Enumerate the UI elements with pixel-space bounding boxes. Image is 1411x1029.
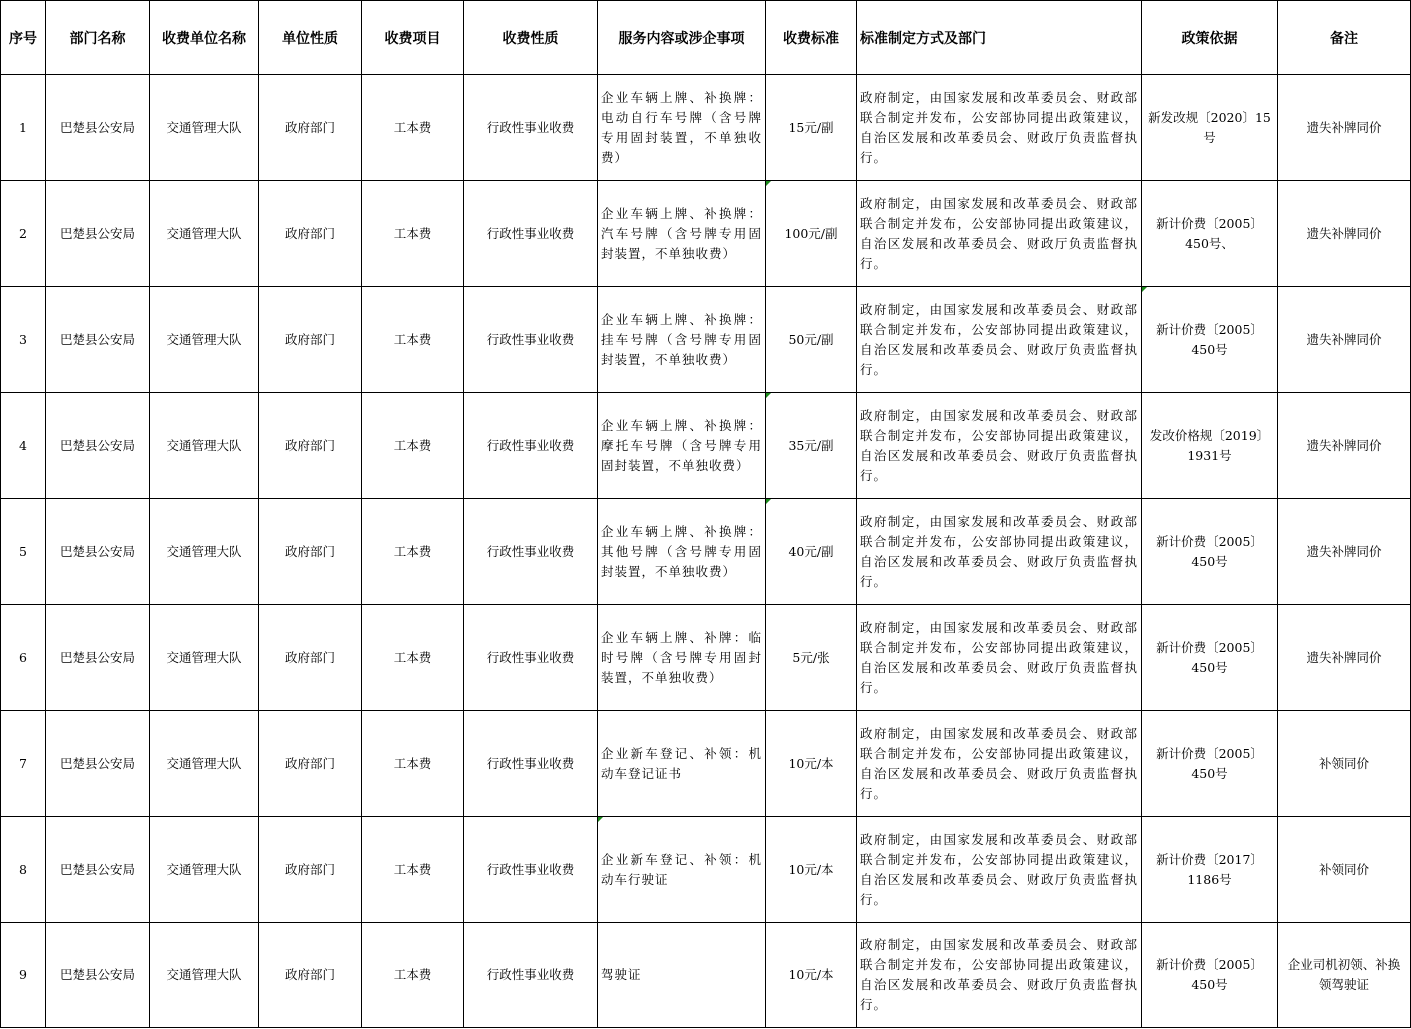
cell-method: 政府制定，由国家发展和改革委员会、财政部联合制定并发布，公安部协同提出政策建议，自治区发展和改革委员会、财政厅负责监督执行。 [857,393,1142,499]
cell-fee-type: 行政性事业收费 [464,75,598,181]
cell-policy: 新发改规〔2020〕15号 [1142,75,1278,181]
cell-standard: 50元/副 [766,287,857,393]
cell-dept: 巴楚县公安局 [46,181,150,287]
cell-service: 企业车辆上牌、补换牌：电动自行车号牌（含号牌专用固封装置，不单独收费） [598,75,766,181]
cell-policy: 新计价费〔2005〕450号 [1142,923,1278,1028]
header-service: 服务内容或涉企事项 [598,1,766,75]
cell-fee-type: 行政性事业收费 [464,711,598,817]
table-body [1,75,1411,1028]
cell-service: 企业新车登记、补领：机动车行驶证 [598,817,766,923]
header-row [1,1,1411,75]
cell-remark: 企业司机初领、补换领驾驶证 [1278,923,1411,1028]
cell-policy: 新计价费〔2005〕450号 [1142,499,1278,605]
header-remark: 备注 [1278,1,1411,75]
cell-policy: 新计价费〔2005〕450号 [1142,287,1278,393]
cell-item: 工本费 [362,923,464,1028]
cell-item: 工本费 [362,817,464,923]
table-row [1,605,1411,711]
header-unit-type: 单位性质 [259,1,362,75]
cell-method: 政府制定，由国家发展和改革委员会、财政部联合制定并发布，公安部协同提出政策建议，自治区发展和改革委员会、财政厅负责监督执行。 [857,605,1142,711]
cell-service: 企业车辆上牌、补换牌：其他号牌（含号牌专用固封装置，不单独收费） [598,499,766,605]
cell-remark: 补领同价 [1278,711,1411,817]
cell-unit: 交通管理大队 [150,923,259,1028]
table-row [1,711,1411,817]
table-row [1,499,1411,605]
cell-remark: 遗失补牌同价 [1278,287,1411,393]
cell-unit: 交通管理大队 [150,393,259,499]
cell-item: 工本费 [362,605,464,711]
cell-method: 政府制定，由国家发展和改革委员会、财政部联合制定并发布，公安部协同提出政策建议，自治区发展和改革委员会、财政厅负责监督执行。 [857,711,1142,817]
cell-standard: 5元/张 [766,605,857,711]
cell-seq: 9 [1,923,46,1028]
table-row [1,287,1411,393]
cell-seq: 5 [1,499,46,605]
cell-service: 企业车辆上牌、补换牌：挂车号牌（含号牌专用固封装置，不单独收费） [598,287,766,393]
cell-method: 政府制定，由国家发展和改革委员会、财政部联合制定并发布，公安部协同提出政策建议，自治区发展和改革委员会、财政厅负责监督执行。 [857,287,1142,393]
cell-remark: 遗失补牌同价 [1278,393,1411,499]
cell-standard: 100元/副 [766,181,857,287]
cell-item: 工本费 [362,711,464,817]
cell-dept: 巴楚县公安局 [46,393,150,499]
cell-fee-type: 行政性事业收费 [464,181,598,287]
header-unit: 收费单位名称 [150,1,259,75]
cell-standard: 40元/副 [766,499,857,605]
cell-service: 企业车辆上牌、补换牌：摩托车号牌（含号牌专用固封装置，不单独收费） [598,393,766,499]
table-row [1,923,1411,1028]
cell-policy: 新计价费〔2005〕450号 [1142,711,1278,817]
header-seq: 序号 [1,1,46,75]
cell-remark: 遗失补牌同价 [1278,499,1411,605]
cell-service: 企业车辆上牌、补牌：临时号牌（含号牌专用固封装置，不单独收费） [598,605,766,711]
cell-method: 政府制定，由国家发展和改革委员会、财政部联合制定并发布，公安部协同提出政策建议，自治区发展和改革委员会、财政厅负责监督执行。 [857,923,1142,1028]
cell-standard: 10元/本 [766,711,857,817]
cell-item: 工本费 [362,181,464,287]
table-row [1,75,1411,181]
cell-dept: 巴楚县公安局 [46,499,150,605]
cell-seq: 8 [1,817,46,923]
cell-item: 工本费 [362,287,464,393]
header-policy: 政策依据 [1142,1,1278,75]
cell-seq: 3 [1,287,46,393]
cell-unit-type: 政府部门 [259,75,362,181]
cell-unit: 交通管理大队 [150,75,259,181]
header-dept: 部门名称 [46,1,150,75]
cell-standard: 15元/副 [766,75,857,181]
cell-policy: 新计价费〔2017〕1186号 [1142,817,1278,923]
header-standard: 收费标准 [766,1,857,75]
cell-remark: 遗失补牌同价 [1278,181,1411,287]
table-row [1,181,1411,287]
cell-policy: 新计价费〔2005〕450号 [1142,605,1278,711]
cell-fee-type: 行政性事业收费 [464,499,598,605]
cell-remark: 遗失补牌同价 [1278,75,1411,181]
cell-method: 政府制定，由国家发展和改革委员会、财政部联合制定并发布，公安部协同提出政策建议，自治区发展和改革委员会、财政厅负责监督执行。 [857,817,1142,923]
cell-item: 工本费 [362,75,464,181]
cell-dept: 巴楚县公安局 [46,923,150,1028]
cell-fee-type: 行政性事业收费 [464,817,598,923]
cell-dept: 巴楚县公安局 [46,75,150,181]
header-fee-type: 收费性质 [464,1,598,75]
cell-standard: 10元/本 [766,817,857,923]
table-row [1,393,1411,499]
cell-unit: 交通管理大队 [150,711,259,817]
cell-service: 企业车辆上牌、补换牌：汽车号牌（含号牌专用固封装置，不单独收费） [598,181,766,287]
cell-seq: 2 [1,181,46,287]
cell-dept: 巴楚县公安局 [46,287,150,393]
cell-seq: 6 [1,605,46,711]
cell-method: 政府制定，由国家发展和改革委员会、财政部联合制定并发布，公安部协同提出政策建议，自治区发展和改革委员会、财政厅负责监督执行。 [857,499,1142,605]
cell-unit-type: 政府部门 [259,923,362,1028]
cell-standard: 35元/副 [766,393,857,499]
cell-standard: 10元/本 [766,923,857,1028]
cell-seq: 4 [1,393,46,499]
cell-unit-type: 政府部门 [259,499,362,605]
table-row [1,817,1411,923]
cell-method: 政府制定，由国家发展和改革委员会、财政部联合制定并发布，公安部协同提出政策建议，自治区发展和改革委员会、财政厅负责监督执行。 [857,75,1142,181]
cell-unit-type: 政府部门 [259,605,362,711]
cell-fee-type: 行政性事业收费 [464,287,598,393]
cell-unit-type: 政府部门 [259,817,362,923]
cell-unit-type: 政府部门 [259,181,362,287]
cell-item: 工本费 [362,499,464,605]
cell-unit: 交通管理大队 [150,817,259,923]
table-header [1,1,1411,75]
cell-policy: 新计价费〔2005〕450号、 [1142,181,1278,287]
cell-remark: 遗失补牌同价 [1278,605,1411,711]
cell-unit: 交通管理大队 [150,499,259,605]
cell-service: 驾驶证 [598,923,766,1028]
cell-fee-type: 行政性事业收费 [464,923,598,1028]
cell-method: 政府制定，由国家发展和改革委员会、财政部联合制定并发布，公安部协同提出政策建议，自治区发展和改革委员会、财政厅负责监督执行。 [857,181,1142,287]
cell-unit: 交通管理大队 [150,181,259,287]
cell-dept: 巴楚县公安局 [46,605,150,711]
cell-unit: 交通管理大队 [150,605,259,711]
cell-unit: 交通管理大队 [150,287,259,393]
cell-item: 工本费 [362,393,464,499]
cell-service: 企业新车登记、补领：机动车登记证书 [598,711,766,817]
cell-dept: 巴楚县公安局 [46,711,150,817]
cell-fee-type: 行政性事业收费 [464,393,598,499]
cell-fee-type: 行政性事业收费 [464,605,598,711]
cell-seq: 7 [1,711,46,817]
cell-policy: 发改价格规〔2019〕1931号 [1142,393,1278,499]
cell-dept: 巴楚县公安局 [46,817,150,923]
cell-unit-type: 政府部门 [259,393,362,499]
cell-seq: 1 [1,75,46,181]
header-item: 收费项目 [362,1,464,75]
cell-unit-type: 政府部门 [259,287,362,393]
cell-remark: 补领同价 [1278,817,1411,923]
header-method: 标准制定方式及部门 [857,1,1142,75]
cell-unit-type: 政府部门 [259,711,362,817]
